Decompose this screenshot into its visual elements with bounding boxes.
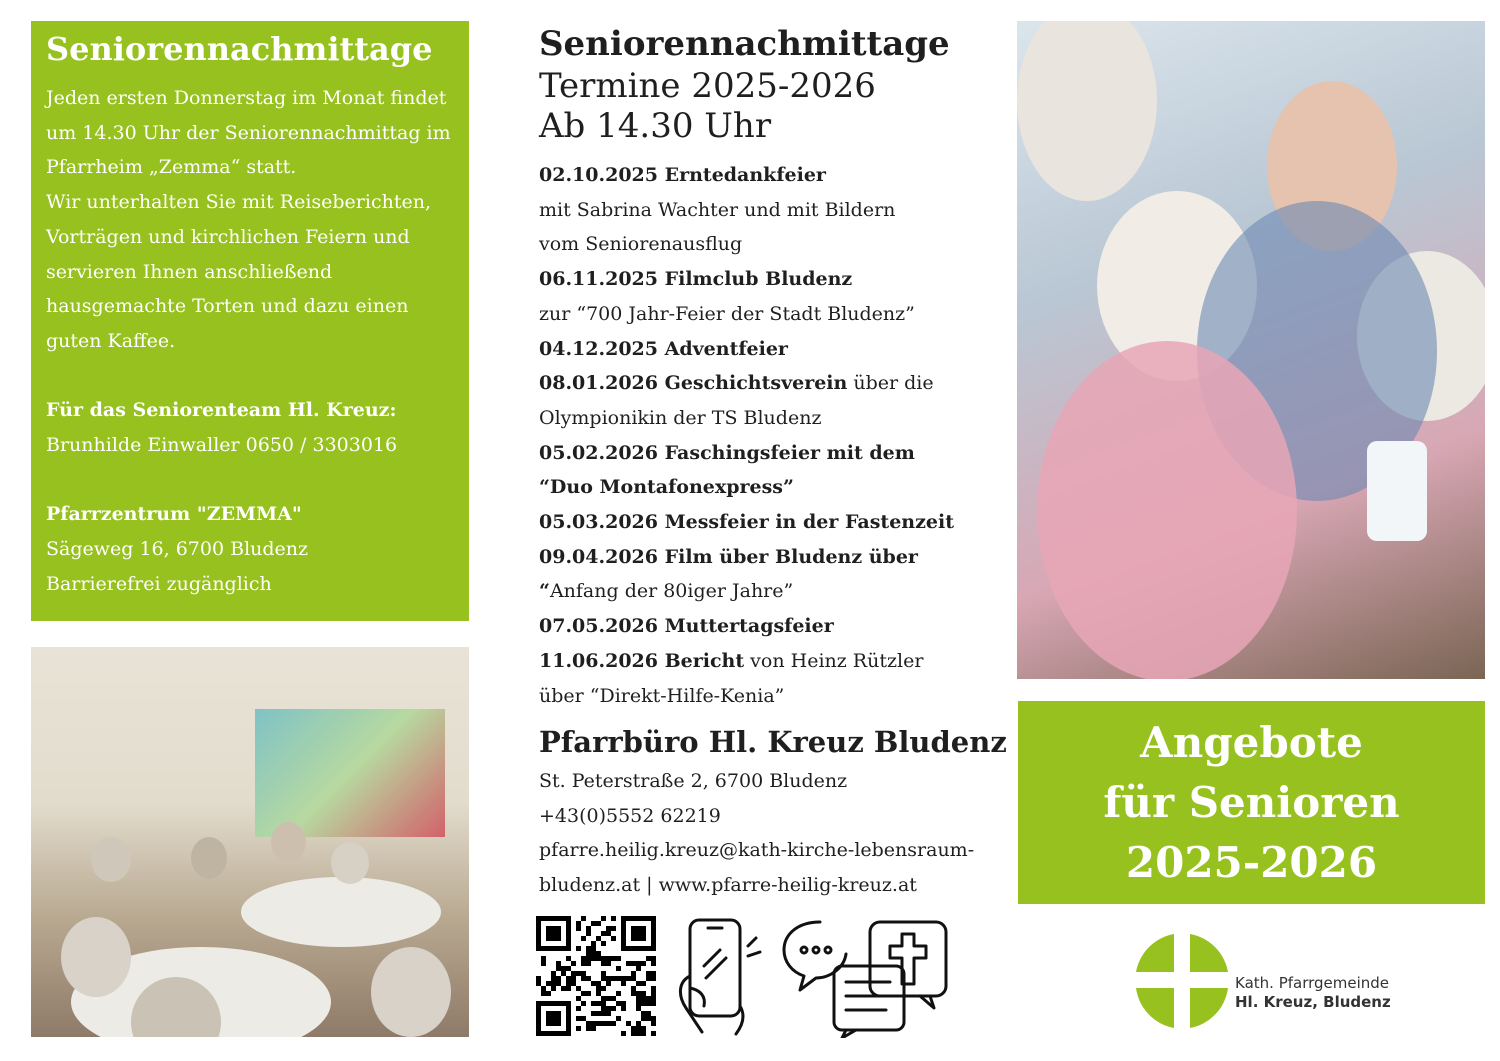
venue-label: Pfarrzentrum "ZEMMA" [46, 503, 302, 526]
info-title: Seniorennachmittage [46, 30, 433, 68]
schedule-line [539, 505, 979, 540]
intro-line: Vorträgen und kirchlichen Feiern und [46, 225, 410, 248]
schedule-event: 05.02.2026 Faschingsfeier mit dem [539, 441, 915, 464]
schedule-time: Ab 14.30 Uhr [539, 106, 772, 146]
schedule-event: 05.03.2026 Messfeier in der Fastenzeit [539, 511, 954, 534]
intro-line: Jeden ersten Donnerstag im Monat findet [46, 87, 447, 109]
schedule-event: 11.06.2026 Bericht [539, 649, 745, 672]
schedule-detail: über die [847, 372, 934, 395]
schedule-subtitle: Termine 2025-2026 [539, 66, 876, 106]
schedule-line [539, 470, 979, 505]
schedule-detail: über “Direkt-Hilfe-Kenia” [539, 684, 785, 707]
schedule-detail: Anfang der 80iger Jahre” [549, 580, 794, 603]
office-email: pfarre.heilig.kreuz@kath-kirche-lebensraum- [539, 839, 975, 862]
schedule-event: 02.10.2025 Erntedankfeier [539, 164, 826, 186]
schedule-line [539, 158, 979, 193]
event-photo [31, 647, 469, 1037]
schedule-detail: von Heinz Rützler [744, 649, 924, 672]
intro-line: guten Kaffee. [46, 329, 176, 352]
intro-line: servieren Ihnen anschließend [46, 260, 333, 283]
projection-screen [255, 709, 445, 837]
schedule-detail: zur “700 Jahr-Feier der Stadt Bludenz” [539, 302, 915, 325]
cover-line-2: für Senioren [1103, 777, 1400, 827]
logo-line-1: Kath. Pfarrgemeinde [1235, 974, 1390, 992]
smartphone-icon [676, 916, 766, 1036]
schedule-title: Seniorennachmittage [539, 24, 950, 64]
seniors-photo [1017, 21, 1485, 679]
schedule-event: 09.04.2026 Film über Bludenz über [539, 545, 918, 568]
venue-address: Sägeweg 16, 6700 Bludenz [46, 538, 309, 561]
schedule-line [539, 436, 979, 471]
schedule-line [539, 644, 979, 679]
schedule-detail: Olympionikin der TS Bludenz [539, 406, 822, 429]
cross-logo-icon [1134, 932, 1230, 1030]
schedule-event: 07.05.2026 Muttertagsfeier [539, 615, 834, 638]
intro-line: hausgemachte Torten und dazu einen [46, 295, 409, 318]
schedule-list [539, 158, 979, 713]
schedule-line [539, 297, 979, 332]
chat-cross-icon [780, 916, 950, 1038]
qr-code[interactable] [536, 916, 656, 1036]
schedule-line [539, 540, 979, 575]
parish-logo [1134, 932, 1424, 1032]
intro-line: um 14.30 Uhr der Seniorennachmittag im [46, 121, 451, 144]
schedule-line [539, 227, 979, 262]
schedule-event: 04.12.2025 Adventfeier [539, 337, 788, 360]
schedule-event: “Duo Montafonexpress” [539, 476, 794, 499]
venue-access: Barrierefrei zugänglich [46, 572, 272, 595]
schedule-event: “ [539, 580, 550, 603]
intro-line: Pfarrheim „Zemma“ statt. [46, 156, 297, 179]
schedule-line [539, 262, 979, 297]
schedule-line [539, 193, 979, 228]
icon-row [536, 916, 956, 1038]
schedule-line [539, 332, 979, 367]
team-label: Für das Seniorenteam Hl. Kreuz: [46, 399, 397, 422]
office-block [539, 720, 1009, 903]
info-panel [31, 21, 469, 621]
schedule-detail: vom Seniorenausflug [539, 233, 743, 256]
intro-line: Wir unterhalten Sie mit Reiseberichten, [46, 191, 431, 214]
schedule-event: 08.01.2026 Geschichtsverein [539, 372, 848, 395]
office-title: Pfarrbüro Hl. Kreuz Bludenz [539, 725, 1007, 759]
schedule-line [539, 679, 979, 714]
schedule-detail: mit Sabrina Wachter und mit Bildern [539, 198, 896, 221]
schedule-line [539, 366, 979, 401]
cover-line-1: Angebote [1140, 717, 1363, 767]
schedule-column [539, 22, 979, 713]
office-address: St. Peterstraße 2, 6700 Bludenz [539, 770, 848, 792]
office-web: bludenz.at | www.pfarre-heilig-kreuz.at [539, 874, 917, 897]
schedule-event: 06.11.2025 Filmclub Bludenz [539, 268, 853, 291]
team-contact: Brunhilde Einwaller 0650 / 3303016 [46, 434, 398, 457]
cover-title [1018, 701, 1485, 904]
logo-line-2: Hl. Kreuz, Bludenz [1235, 993, 1391, 1011]
office-phone: +43(0)5552 62219 [539, 804, 721, 827]
cover-line-3: 2025-2026 [1125, 837, 1378, 887]
schedule-line [539, 574, 979, 609]
schedule-line [539, 401, 979, 436]
schedule-line [539, 609, 979, 644]
